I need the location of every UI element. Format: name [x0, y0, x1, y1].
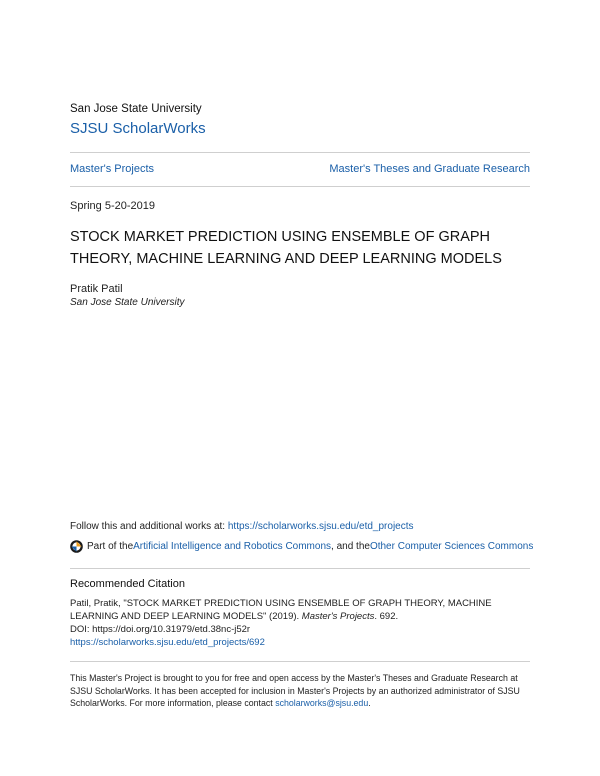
author-affiliation: San Jose State University	[70, 297, 185, 308]
citation-heading: Recommended Citation	[70, 578, 185, 590]
contact-email-link[interactable]: scholarworks@sjsu.edu	[275, 698, 369, 708]
publication-date: Spring 5-20-2019	[70, 200, 156, 212]
masters-projects-link[interactable]: Master's Projects	[70, 163, 155, 175]
other-cs-commons-link[interactable]: Other Computer Sciences Commons	[369, 541, 534, 552]
divider-footer	[70, 661, 530, 662]
citation-doi: DOI: https://doi.org/10.31979/etd.38nc-j52r	[70, 624, 251, 635]
part-of-middle: , and the	[331, 541, 370, 552]
university-name: San Jose State University	[70, 103, 202, 115]
open-access-icon	[70, 540, 83, 553]
ai-robotics-commons-link[interactable]: Artificial Intelligence and Robotics Commons	[133, 541, 332, 552]
document-title	[70, 226, 530, 270]
repository-link[interactable]: SJSU ScholarWorks	[70, 120, 206, 137]
footer-end: .	[368, 698, 371, 708]
divider-nav	[70, 186, 530, 187]
follow-prefix: Follow this and additional works at:	[70, 521, 228, 532]
citation-series: Master's Projects	[301, 611, 375, 622]
collection-url-link[interactable]: https://scholarworks.sjsu.edu/etd_projects	[227, 521, 414, 532]
citation-block	[70, 597, 530, 649]
divider-citation	[70, 568, 530, 569]
follow-line	[70, 521, 414, 532]
title-line-2: THEORY, MACHINE LEARNING AND DEEP LEARNING MODELS	[70, 251, 502, 267]
title-line-1: STOCK MARKET PREDICTION USING ENSEMBLE OF GRAPH	[70, 229, 491, 245]
citation-url-link[interactable]: https://scholarworks.sjsu.edu/etd_projects/692	[70, 637, 265, 648]
part-of-line	[70, 540, 533, 553]
author-name: Pratik Patil	[70, 283, 123, 295]
divider-top	[70, 152, 530, 153]
footer-notice	[70, 672, 530, 710]
citation-number: . 692.	[374, 611, 399, 622]
theses-graduate-research-link[interactable]: Master's Theses and Graduate Research	[329, 163, 530, 175]
footer-text: This Master's Project is brought to you for free and open access by the Master's Theses and Graduate Research at SJSU ScholarWorks. It has been accepted for inclusion in Master's Projects by an authorized administrator of SJSU ScholarWorks. For more information, please contact	[70, 673, 520, 708]
citation-text: Patil, Pratik, "STOCK MARKET PREDICTION USING ENSEMBLE OF GRAPH THEORY, MACHINE LEARNING AND DEEP LEARNING MODELS" (2019).	[70, 598, 492, 622]
part-of-prefix: Part of the	[87, 541, 134, 552]
